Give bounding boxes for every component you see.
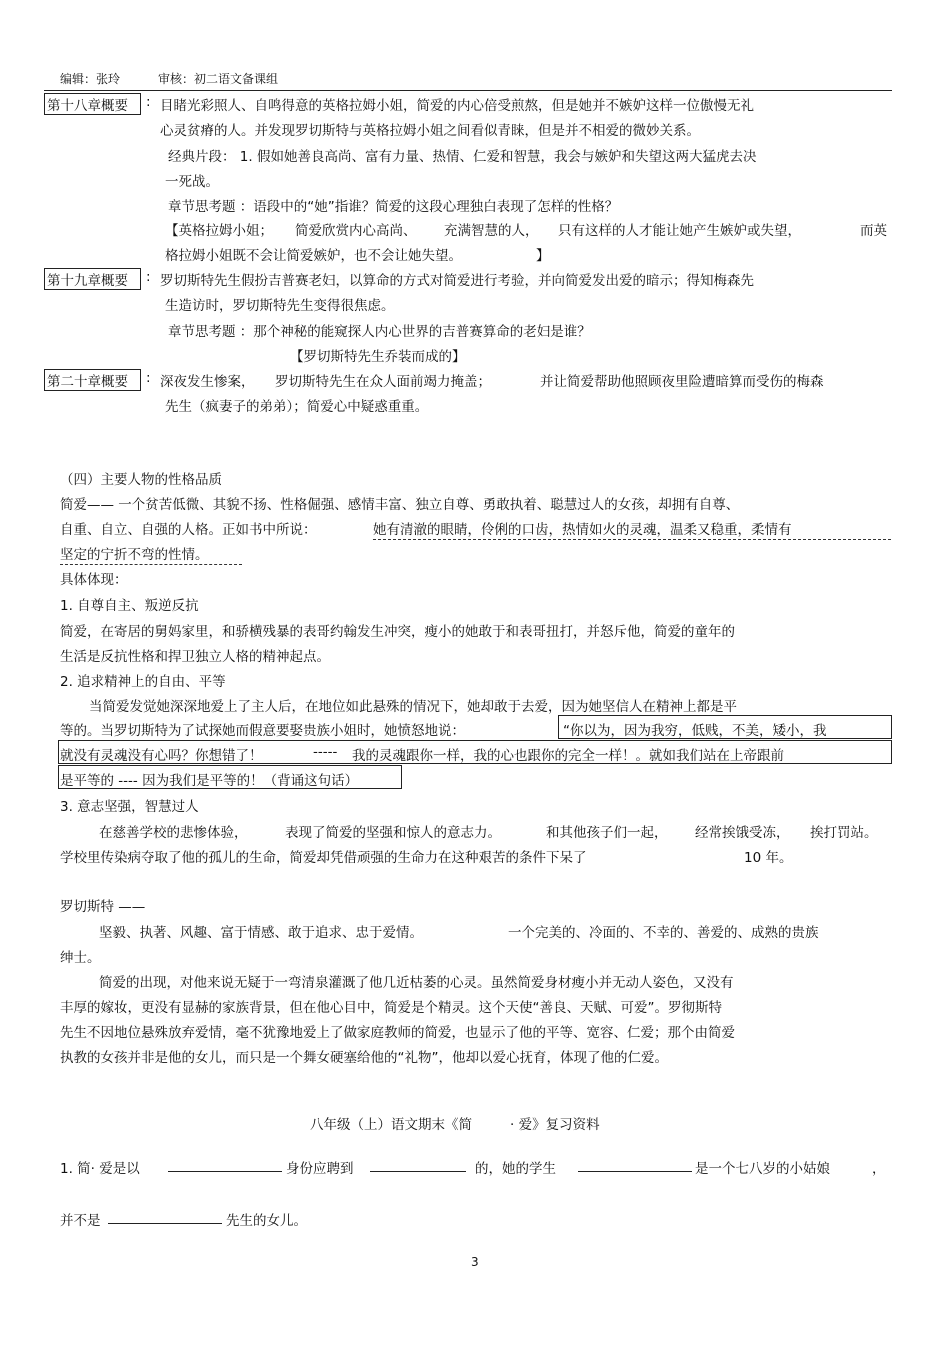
point2-line2a: 等的。当罗切斯特为了试探她而假意要娶贵族小姐时，她愤怒地说： <box>60 723 465 739</box>
ch20-label: 第二十章概要 <box>47 374 128 390</box>
point1-line2: 生活是反抗性格和捍卫独立人格的精神起点。 <box>60 649 330 665</box>
point2-quote-2a: 就没有灵魂没有心吗？你想错了！ <box>60 748 263 764</box>
rochester-line6: 执教的女孩并非是他的女儿，而只是一个舞女硬塞给他的“礼物”，他却以爱心抚育，体现了他的仁爱。 <box>60 1050 668 1066</box>
point2-quote-1: “你以为，因为我穷，低贱，不美，矮小，我 <box>563 723 827 739</box>
rochester-1b: 一个完美的、冷面的、不幸的、善爱的、成熟的贵族 <box>508 925 819 941</box>
point3-2b: 10 年。 <box>744 850 793 866</box>
point3-1c: 和其他孩子们一起， <box>546 825 668 841</box>
point2-line1: 当简爱发觉她深深地爱上了主人后，在地位如此悬殊的情况下，她却敢于去爱，因为她坚信人在精神上都是平 <box>89 699 737 715</box>
ch18-question: 章节思考题 ：语段中的“她”指谁？简爱的这段心理独白表现了怎样的性格？ <box>168 199 619 215</box>
concrete-label: 具体体现： <box>60 572 128 588</box>
ch18-answer-1e: 而英 <box>860 223 887 239</box>
ch20-summary-line2: 先生（疯妻子的弟弟）；简爱心中疑惑重重。 <box>165 399 429 415</box>
ch18-summary-line1: 目睹光彩照人、自鸣得意的英格拉姆小姐，简爱的内心倍受煎熬，但是她并不嫉妒这样一位傲慢无礼 <box>160 98 754 114</box>
review-title-a: 八年级（上）语文期末《简 <box>310 1117 472 1133</box>
ch18-excerpt-line1: 经典片段： 1. 假如她善良高尚、富有力量、热情、仁爱和智慧，我会与嫉妒和失望这两大猛虎去决 <box>168 149 757 165</box>
ch18-excerpt-line2: 一死战。 <box>165 174 219 190</box>
ch20-summary-1c: 并让简爱帮助他照顾夜里险遭暗算而受伤的梅森 <box>540 374 824 390</box>
ch19-colon: : <box>146 269 151 285</box>
ch18-answer-1a: 【英格拉姆小姐； <box>165 223 273 239</box>
rochester-line2: 绅士。 <box>60 950 101 966</box>
jane-quote-line2: 坚定的宁折不弯的性情。 <box>60 543 242 565</box>
ch18-answer-line2: 格拉姆小姐既不会让简爱嫉妒，也不会让她失望。 <box>165 248 462 264</box>
rochester-name: 罗切斯特 —— <box>60 899 146 915</box>
point1-title: 1. 自尊自主、叛逆反抗 <box>60 598 199 614</box>
section4-title: （四）主要人物的性格品质 <box>60 472 222 488</box>
ch18-colon: : <box>146 94 151 110</box>
rochester-line3: 简爱的出现，对他来说无疑于一弯清泉灌溉了他几近枯萎的心灵。虽然简爱身材瘦小并无动人姿色，又没有 <box>99 975 734 991</box>
ch19-question: 章节思考题 ：那个神秘的能窥探人内心世界的吉普赛算命的老妇是谁？ <box>168 324 591 340</box>
point3-2a: 学校里传染病夺取了他的孤儿的生命，简爱却凭借顽强的生命力在这种艰苦的条件下呆了 <box>60 850 587 866</box>
review-title-b: · 爱》复习资料 <box>510 1117 600 1133</box>
page-number: 3 <box>471 1255 479 1269</box>
q1-blank-3[interactable] <box>578 1157 692 1172</box>
ch18-answer-1d: 只有这样的人才能让她产生嫉妒或失望， <box>558 223 801 239</box>
q1-part-a: 1. 简· 爱是以 <box>60 1161 140 1177</box>
point3-1b: 表现了简爱的坚强和惊人的意志力。 <box>285 825 501 841</box>
point1-line1: 简爱，在寄居的舅妈家里，和骄横残暴的表哥约翰发生冲突，瘦小的她敢于和表哥扭打，并怒斥他，简爱的童年的 <box>60 624 735 640</box>
ch19-label: 第十九章概要 <box>47 273 128 289</box>
point2-quote-3: 是平等的 ---- 因为我们是平等的！（背诵这句话） <box>60 773 359 789</box>
ch19-summary-line1: 罗切斯特先生假扮吉普赛老妇，以算命的方式对简爱进行考验，并向简爱发出爱的暗示；得知梅森先 <box>160 273 754 289</box>
q1-part-c: 的，她的学生 <box>475 1161 556 1177</box>
rochester-1a: 坚毅、执著、风趣、富于情感、敢于追求、忠于爱情。 <box>99 925 423 941</box>
q1-blank-4[interactable] <box>108 1209 222 1224</box>
point2-quote-2b: ----- <box>313 744 338 760</box>
point2-title: 2. 追求精神上的自由、平等 <box>60 674 226 690</box>
ch20-summary-1b: 罗切斯特先生在众人面前竭力掩盖； <box>275 374 491 390</box>
ch18-answer-1c: 充满智慧的人， <box>444 223 539 239</box>
jane-line1: 简爱—— 一个贫苦低微、其貌不扬、性格倔强、感情丰富、独立自尊、勇敢执着、聪慧过人的女孩，却拥有自尊、 <box>60 497 740 513</box>
ch18-label: 第十八章概要 <box>47 98 128 114</box>
rochester-line4: 丰厚的嫁妆，更没有显赫的家族背景，但在他心目中，简爱是个精灵。这个天使“善良、天赋、可爱”。罗彻斯特 <box>60 1000 722 1016</box>
ch19-answer: 【罗切斯特先生乔装而成的】 <box>290 349 466 365</box>
q1-part-f: 并不是 <box>60 1213 101 1229</box>
ch19-summary-line2: 生造访时，罗切斯特先生变得很焦虑。 <box>165 298 395 314</box>
point3-title: 3. 意志坚强，智慧过人 <box>60 799 199 815</box>
header-rule <box>44 90 892 91</box>
ch18-answer-1b: 简爱欣赏内心高尚、 <box>295 223 417 239</box>
q1-part-e: ， <box>872 1161 886 1177</box>
jane-quote-line1: 她有清澈的眼睛，伶俐的口齿，热情如火的灵魂，温柔又稳重，柔情有 <box>373 518 891 540</box>
q1-part-g: 先生的女儿。 <box>226 1213 307 1229</box>
q1-blank-2[interactable] <box>370 1157 466 1172</box>
header-reviewer: 审核：初二语文备课组 <box>158 72 279 86</box>
ch18-summary-line2: 心灵贫瘠的人。并发现罗切斯特与英格拉姆小姐之间看似青睐，但是并不相爱的微妙关系。 <box>160 123 700 139</box>
rochester-line5: 先生不因地位悬殊放弃爱情，毫不犹豫地爱上了做家庭教师的简爱，也显示了他的平等、宽容、仁爱；那个由简爱 <box>60 1025 735 1041</box>
q1-part-b: 身份应聘到 <box>286 1161 354 1177</box>
jane-line2a: 自重、自立、自强的人格。正如书中所说： <box>60 522 317 538</box>
ch20-summary-1a: 深夜发生惨案， <box>160 374 255 390</box>
point3-1a: 在慈善学校的悲惨体验， <box>99 825 248 841</box>
ch18-answer-end: 】 <box>536 248 550 264</box>
point2-quote-2c: 我的灵魂跟你一样，我的心也跟你的完全一样！。就如我们站在上帝跟前 <box>352 748 784 764</box>
header-editor: 编辑：张玲 <box>60 72 121 86</box>
point3-1e: 挨打罚站。 <box>810 825 878 841</box>
q1-part-d: 是一个七八岁的小姑娘 <box>695 1161 830 1177</box>
ch20-colon: : <box>146 370 151 386</box>
q1-blank-1[interactable] <box>168 1157 282 1172</box>
point3-1d: 经常挨饿受冻， <box>695 825 790 841</box>
